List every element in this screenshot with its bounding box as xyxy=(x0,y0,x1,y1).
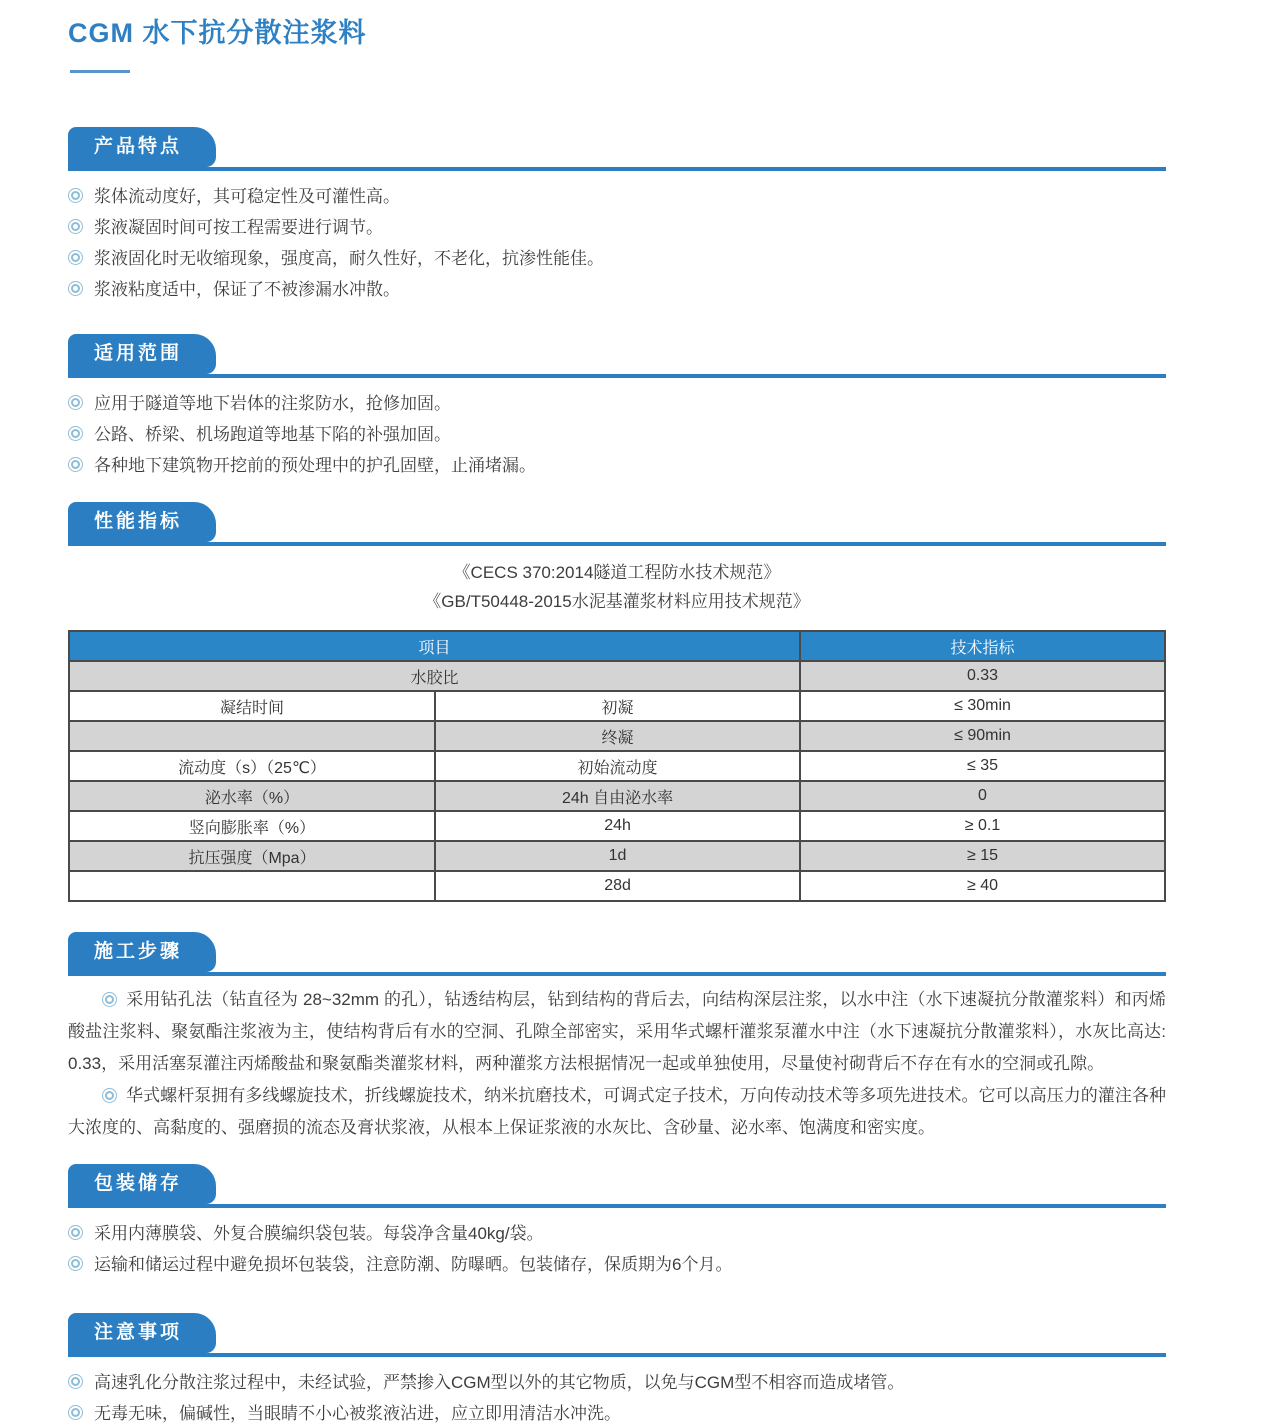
section-rule xyxy=(68,167,1166,171)
page-title: CGM 水下抗分散注浆料 xyxy=(68,18,367,48)
table-cell: ≥ 0.1 xyxy=(800,811,1165,841)
table-cell: 竖向膨胀率（%） xyxy=(69,811,435,841)
list-item xyxy=(68,454,1166,478)
standard-line: 《CECS 370:2014隧道工程防水技术规范》 xyxy=(453,563,781,582)
ring-bullet-icon xyxy=(68,426,83,441)
section-notes xyxy=(68,1313,1166,1426)
ring-bullet-icon xyxy=(102,992,117,1007)
table-row xyxy=(69,871,1165,901)
title-underline xyxy=(70,70,130,73)
table-cell: ≤ 35 xyxy=(800,751,1165,781)
list-item xyxy=(68,278,1166,302)
table-cell: 流动度（s）（25℃） xyxy=(69,751,435,781)
packaging-list xyxy=(68,1222,1166,1277)
construction-paragraphs xyxy=(68,984,1166,1144)
ring-bullet-icon xyxy=(68,281,83,296)
paragraph-text: 采用钻孔法（钻直径为 28~32mm 的孔），钻透结构层，钻到结构的背后去，向结构深层注浆，以水中注（水下速凝抗分散灌浆料）和丙烯酸盐注浆料、聚氨酯注浆液为主，使结构背后有水的空洞、孔隙全部密实，采用华式螺杆灌浆泵灌水中注（水下速凝抗分散灌浆料），水灰比高达: 0.33，采用活塞泵灌注丙烯酸盐和聚氨酯类灌浆材料，两种灌浆方法根据情况一起或单独使用，尽量使衬砌背后不存在有水的空洞或孔隙。 xyxy=(68,990,1166,1073)
list-item-text: 各种地下建筑物开挖前的预处理中的护孔固壁，止涌堵漏。 xyxy=(94,456,536,475)
section-tab-notes: 注意事项 xyxy=(68,1313,216,1353)
table-row xyxy=(69,751,1165,781)
section-rule xyxy=(68,542,1166,546)
ring-bullet-icon xyxy=(68,1225,83,1240)
section-tab-scope: 适用范围 xyxy=(68,334,216,374)
list-item-text: 运输和储运过程中避免损坏包装袋，注意防潮、防曝晒。包装储存，保质期为6个月。 xyxy=(94,1255,733,1274)
list-item-text: 应用于隧道等地下岩体的注浆防水，抢修加固。 xyxy=(94,394,451,413)
list-item xyxy=(68,1253,1166,1277)
section-rule xyxy=(68,1204,1166,1208)
table-header-row xyxy=(69,631,1165,661)
ring-bullet-icon xyxy=(68,1374,83,1389)
table-header-item: 项目 xyxy=(69,631,800,661)
list-item xyxy=(68,1222,1166,1246)
table-cell: 0 xyxy=(800,781,1165,811)
table-cell: 初始流动度 xyxy=(435,751,800,781)
list-item-text: 浆液固化时无收缩现象，强度高，耐久性好，不老化，抗渗性能佳。 xyxy=(94,249,604,268)
paragraph xyxy=(68,1080,1166,1144)
list-item-text: 浆液粘度适中，保证了不被渗漏水冲散。 xyxy=(94,280,400,299)
section-scope xyxy=(68,334,1166,478)
section-performance xyxy=(68,502,1166,902)
standard-line: 《GB/T50448-2015水泥基灌浆材料应用技术规范》 xyxy=(424,592,810,611)
list-item xyxy=(68,1402,1166,1426)
list-item-text: 高速乳化分散注浆过程中，未经试验，严禁掺入CGM型以外的其它物质，以免与CGM型不相容而造成堵管。 xyxy=(94,1373,905,1392)
section-rule xyxy=(68,374,1166,378)
paragraph xyxy=(68,984,1166,1080)
ring-bullet-icon xyxy=(68,1405,83,1420)
paragraph-text: 华式螺杆泵拥有多线螺旋技术，折线螺旋技术，纳米抗磨技术，可调式定子技术，万向传动技术等多项先进技术。它可以高压力的灌注各种大浓度的、高黏度的、强磨损的流态及膏状浆液，从根本上保证浆液的水灰比、含砂量、泌水率、饱满度和密实度。 xyxy=(68,1086,1166,1137)
ring-bullet-icon xyxy=(102,1088,117,1103)
section-features xyxy=(68,127,1166,302)
features-list xyxy=(68,185,1166,302)
table-cell: 凝结时间 xyxy=(69,691,435,721)
ring-bullet-icon xyxy=(68,219,83,234)
scope-list xyxy=(68,392,1166,478)
ring-bullet-icon xyxy=(68,1256,83,1271)
section-rule xyxy=(68,972,1166,976)
table-cell: 抗压强度（Mpa） xyxy=(69,841,435,871)
section-rule xyxy=(68,1353,1166,1357)
table-cell: ≤ 30min xyxy=(800,691,1165,721)
table-cell: ≥ 40 xyxy=(800,871,1165,901)
list-item xyxy=(68,423,1166,447)
ring-bullet-icon xyxy=(68,457,83,472)
list-item xyxy=(68,216,1166,240)
table-row xyxy=(69,661,1165,691)
standards-references xyxy=(68,558,1166,616)
table-cell: 24h 自由泌水率 xyxy=(435,781,800,811)
table-cell: 终凝 xyxy=(435,721,800,751)
table-cell: 水胶比 xyxy=(69,661,800,691)
list-item xyxy=(68,247,1166,271)
table-row xyxy=(69,811,1165,841)
table-cell: 初凝 xyxy=(435,691,800,721)
ring-bullet-icon xyxy=(68,395,83,410)
notes-list xyxy=(68,1371,1166,1426)
table-cell: 0.33 xyxy=(800,661,1165,691)
table-cell xyxy=(69,721,435,751)
section-tab-performance: 性能指标 xyxy=(68,502,216,542)
list-item-text: 无毒无味，偏碱性，当眼睛不小心被浆液沾进，应立即用清洁水冲洗。 xyxy=(94,1404,621,1423)
ring-bullet-icon xyxy=(68,250,83,265)
table-cell: 28d xyxy=(435,871,800,901)
table-row xyxy=(69,691,1165,721)
section-packaging xyxy=(68,1164,1166,1277)
list-item-text: 浆液凝固时间可按工程需要进行调节。 xyxy=(94,218,383,237)
table-cell: 泌水率（%） xyxy=(69,781,435,811)
list-item xyxy=(68,185,1166,209)
section-construction xyxy=(68,932,1166,1144)
table-row xyxy=(69,781,1165,811)
section-tab-construction: 施工步骤 xyxy=(68,932,216,972)
table-cell: 24h xyxy=(435,811,800,841)
list-item xyxy=(68,1371,1166,1395)
table-cell: 1d xyxy=(435,841,800,871)
table-header-index: 技术指标 xyxy=(800,631,1165,661)
list-item xyxy=(68,392,1166,416)
table-row xyxy=(69,841,1165,871)
performance-table xyxy=(68,630,1166,902)
table-row xyxy=(69,721,1165,751)
section-tab-features: 产品特点 xyxy=(68,127,216,167)
list-item-text: 浆体流动度好，其可稳定性及可灌性高。 xyxy=(94,187,400,206)
table-cell: ≥ 15 xyxy=(800,841,1165,871)
list-item-text: 公路、桥梁、机场跑道等地基下陷的补强加固。 xyxy=(94,425,451,444)
table-cell xyxy=(69,871,435,901)
table-cell: ≤ 90min xyxy=(800,721,1165,751)
section-tab-packaging: 包装储存 xyxy=(68,1164,216,1204)
list-item-text: 采用内薄膜袋、外复合膜编织袋包装。每袋净含量40kg/袋。 xyxy=(94,1224,544,1243)
ring-bullet-icon xyxy=(68,188,83,203)
